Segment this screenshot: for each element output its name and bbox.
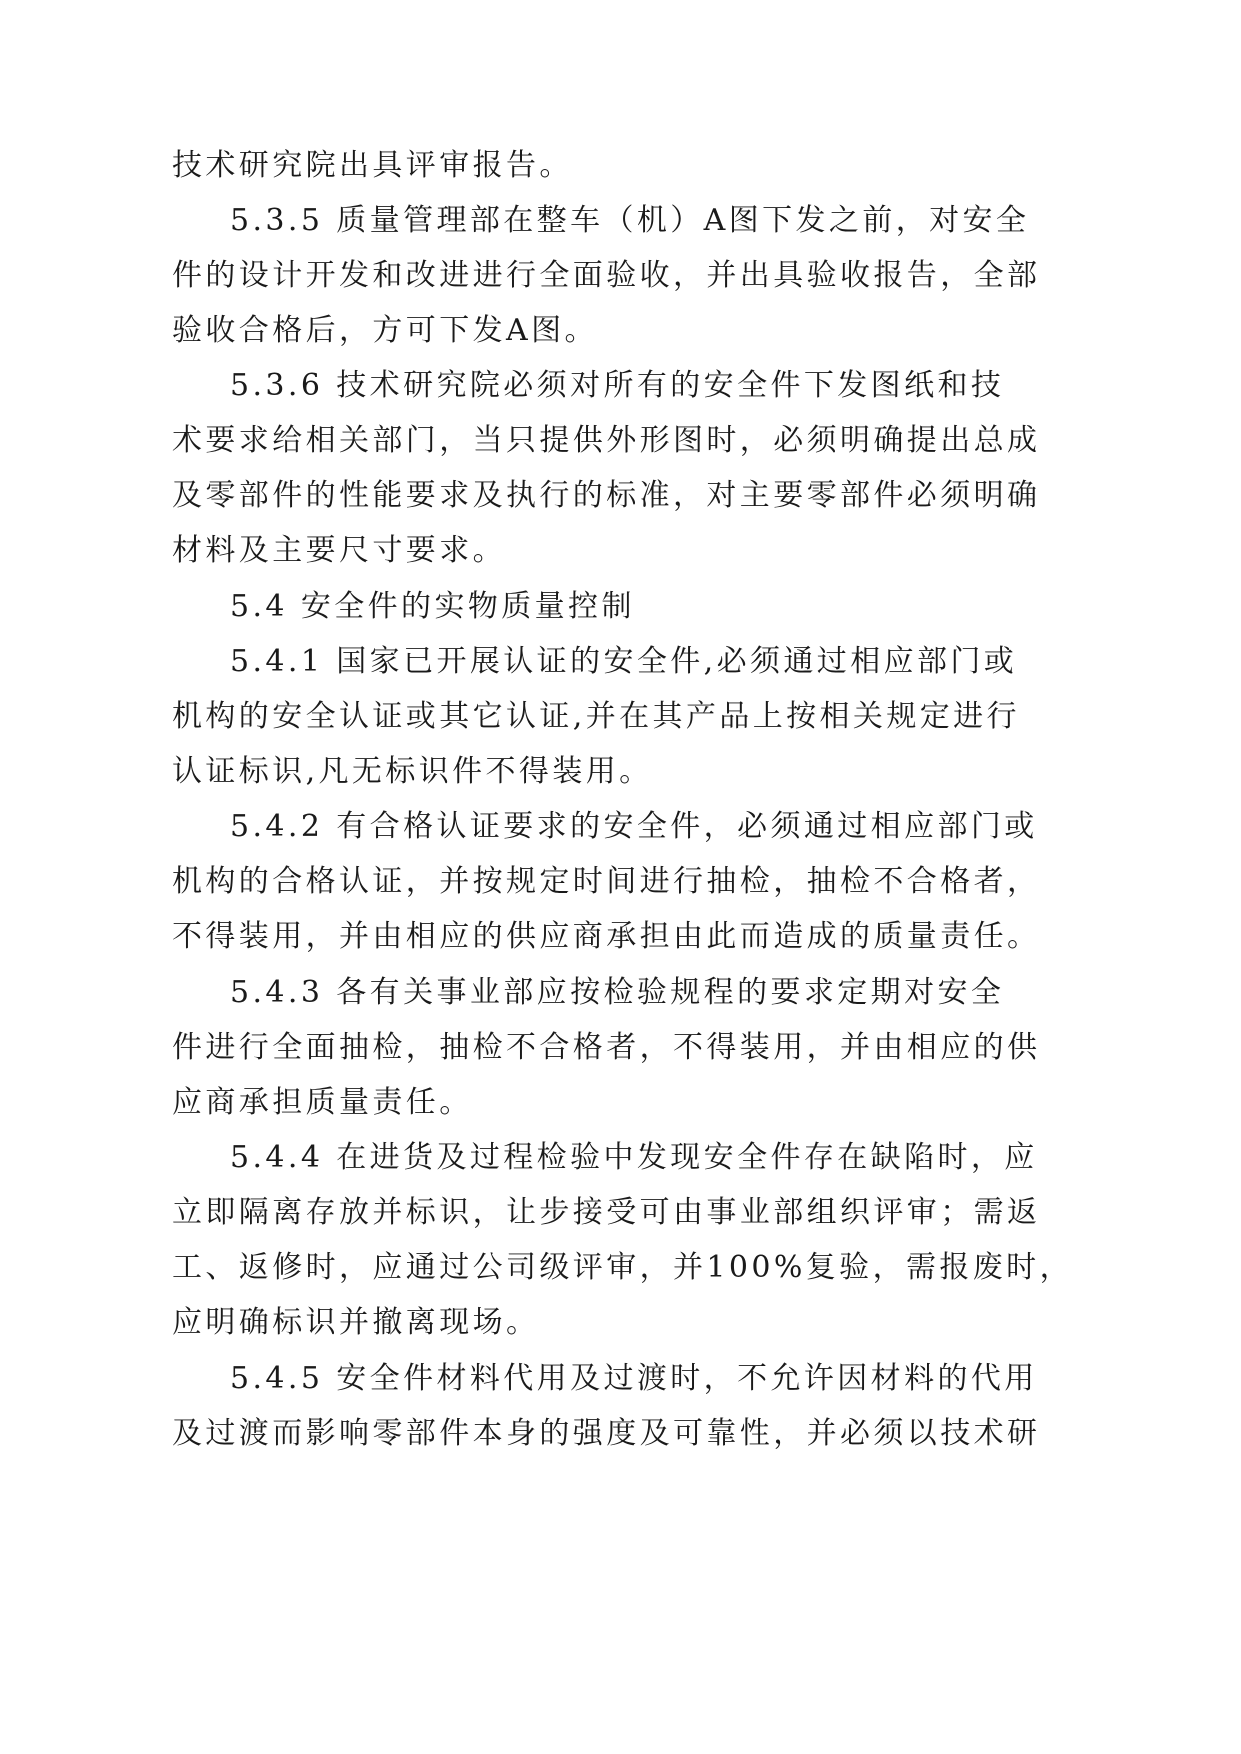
clause-5-4-4-line-4: 应明确标识并撤离现场。 [172,1305,540,1340]
clause-5-4-2-line-2: 机构的合格认证，并按规定时间进行抽检，抽检不合格者， [172,864,1041,899]
clause-5-3-5-line-3: 验收合格后，方可下发A图。 [172,313,598,348]
clause-5-4-3-line-2: 件进行全面抽检，抽检不合格者，不得装用，并由相应的供 [172,1030,1041,1065]
section-heading-5-4: 5.4 安全件的实物质量控制 [230,589,635,624]
clause-5-4-3-line-1: 5.4.3 各有关事业部应按检验规程的要求定期对安全 [230,975,1005,1010]
clause-5-4-4-line-2: 立即隔离存放并标识，让步接受可由事业部组织评审；需返 [172,1195,1041,1230]
clause-5-4-4-line-3: 工、返修时，应通过公司级评审，并100%复验，需报废时， [172,1250,1073,1285]
clause-5-4-4-line-1: 5.4.4 在进货及过程检验中发现安全件存在缺陷时，应 [230,1140,1038,1175]
clause-5-3-6-line-1: 5.3.6 技术研究院必须对所有的安全件下发图纸和技 [230,368,1005,403]
clause-5-3-6-line-2: 术要求给相关部门，当只提供外形图时，必须明确提出总成 [172,423,1041,458]
clause-5-4-2-line-3: 不得装用，并由相应的供应商承担由此而造成的质量责任。 [172,919,1041,954]
clause-5-4-5-line-2: 及过渡而影响零部件本身的强度及可靠性，并必须以技术研 [172,1416,1041,1451]
clause-5-4-3-line-3: 应商承担质量责任。 [172,1085,473,1120]
clause-5-4-1-line-1: 5.4.1 国家已开展认证的安全件,必须通过相应部门或 [230,644,1018,679]
clause-5-4-1-line-3: 认证标识,凡无标识件不得装用。 [172,754,653,789]
clause-5-3-6-line-3: 及零部件的性能要求及执行的标准，对主要零部件必须明确 [172,478,1041,513]
clause-5-3-5-line-2: 件的设计开发和改进进行全面验收，并出具验收报告，全部 [172,258,1041,293]
intro-tail-line-1: 技术研究院出具评审报告。 [172,148,573,183]
clause-5-3-6-line-4: 材料及主要尺寸要求。 [172,533,506,568]
clause-5-3-5-line-1: 5.3.5 质量管理部在整车（机）A图下发之前，对安全 [230,203,1030,238]
clause-5-4-5-line-1: 5.4.5 安全件材料代用及过渡时，不允许因材料的代用 [230,1361,1038,1396]
clause-5-4-1-line-2: 机构的安全认证或其它认证,并在其产品上按相关规定进行 [172,699,1020,734]
clause-5-4-2-line-1: 5.4.2 有合格认证要求的安全件，必须通过相应部门或 [230,809,1038,844]
